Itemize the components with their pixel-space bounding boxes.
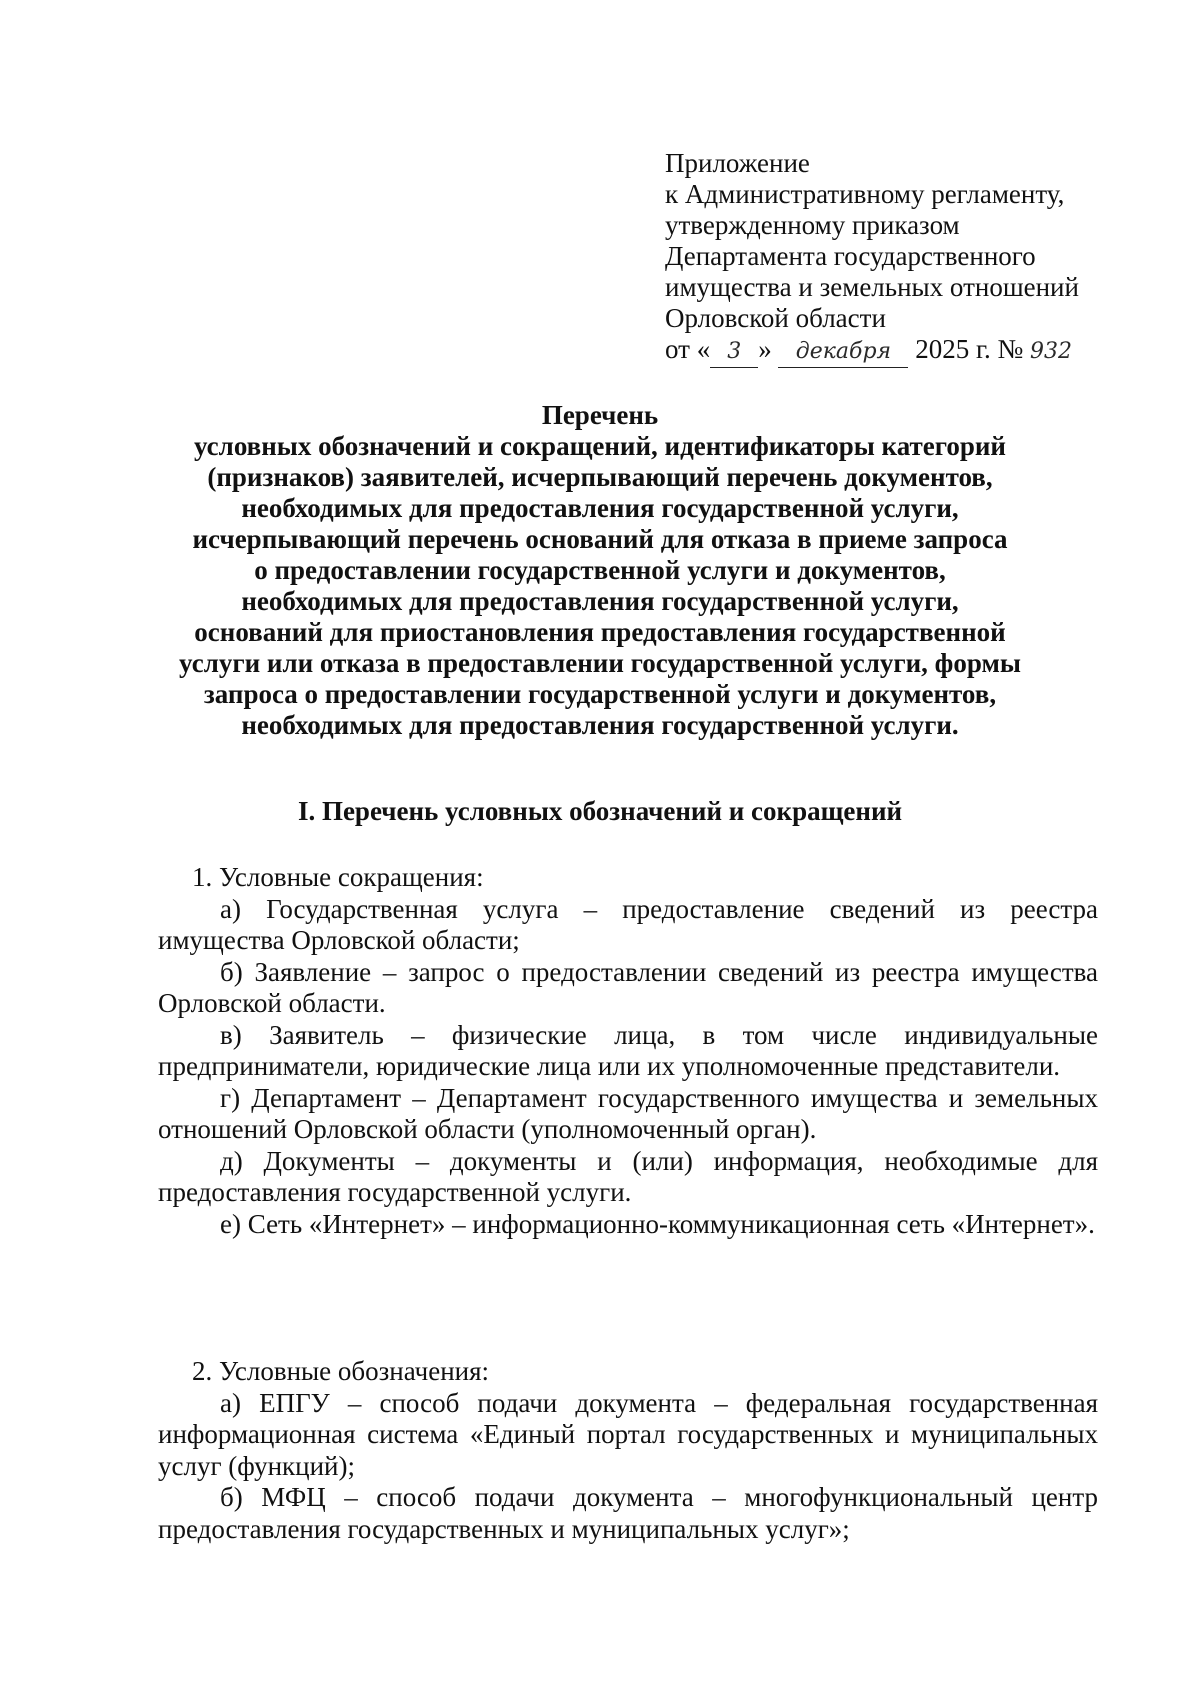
title-line: запроса о предоставлении государственной услуги и документов, (203, 679, 997, 709)
section-heading: I. Перечень условных обозначений и сокращений (297, 796, 903, 826)
abbreviations-heading: 1. Условные сокращения: (192, 862, 484, 892)
title-line: условных обозначений и сокращений, идентификаторы категорий (194, 431, 1006, 461)
title-line: (признаков) заявителей, исчерпывающий перечень документов, (207, 462, 993, 492)
abbreviation-item: г) Департамент – Департамент государственного имущества и земельных отношений Орловской области (уполномоченный орган). (158, 1082, 1098, 1144)
title-line: о предоставлении государственной услуги и документов, (254, 555, 946, 585)
abbreviation-item: б) Заявление – запрос о предоставлении сведений из реестра имущества Орловской области. (158, 956, 1098, 1018)
year-and-number-label: 2025 г. № (915, 334, 1024, 364)
date-mid: » (758, 334, 772, 364)
abbreviation-item: д) Документы – документы и (или) информация, необходимые для предоставления государственной услуги. (158, 1145, 1098, 1207)
handwritten-month: декабря (795, 339, 892, 364)
handwritten-day: 3 (727, 339, 742, 364)
designations-block (158, 1356, 1098, 1545)
title-line: необходимых для предоставления государственной услуги, (241, 586, 959, 616)
order-date-line (665, 334, 1145, 368)
abbreviation-item: е) Сеть «Интернет» – информационно-коммуникационная сеть «Интернет». (220, 1208, 1095, 1239)
appendix-line: Приложение (665, 148, 810, 178)
month-field (778, 334, 908, 368)
title-line: услуги или отказа в предоставлении государственной услуги, формы (179, 648, 1021, 678)
title-line: необходимых для предоставления государственной услуги, (241, 493, 959, 523)
designation-item: а) ЕПГУ – способ подачи документа – федеральная государственная информационная система «Единый портал государственных и муниципальных услуг (функций); (158, 1387, 1098, 1481)
appendix-line: имущества и земельных отношений (665, 272, 1079, 302)
appendix-line: Орловской области (665, 303, 886, 333)
handwritten-order-number: 932 (1030, 339, 1072, 364)
appendix-line: к Административному регламенту, (665, 179, 1065, 209)
abbreviations-block (158, 862, 1098, 1240)
designation-item: б) МФЦ – способ подачи документа – многофункциональный центр предоставления государственных и муниципальных услуг»; (158, 1482, 1098, 1544)
appendix-line: утвержденному приказом (665, 210, 960, 240)
day-field (710, 334, 758, 368)
appendix-line: Департамента государственного (665, 241, 1036, 271)
abbreviation-item: в) Заявитель – физические лица, в том числе индивидуальные предприниматели, юридические лица или их уполномоченные представители. (158, 1019, 1098, 1081)
title-line: необходимых для предоставления государственной услуги. (241, 710, 959, 740)
abbreviation-item: а) Государственная услуга – предоставление сведений из реестра имущества Орловской области; (158, 893, 1098, 955)
designations-heading: 2. Условные обозначения: (192, 1356, 490, 1386)
document-title (150, 400, 1050, 741)
title-line: оснований для приостановления предоставления государственной (194, 617, 1006, 647)
title-line: Перечень (541, 400, 659, 430)
appendix-header (665, 148, 1145, 368)
title-line: исчерпывающий перечень оснований для отказа в приеме запроса (192, 524, 1008, 554)
date-prefix: от « (665, 334, 711, 364)
